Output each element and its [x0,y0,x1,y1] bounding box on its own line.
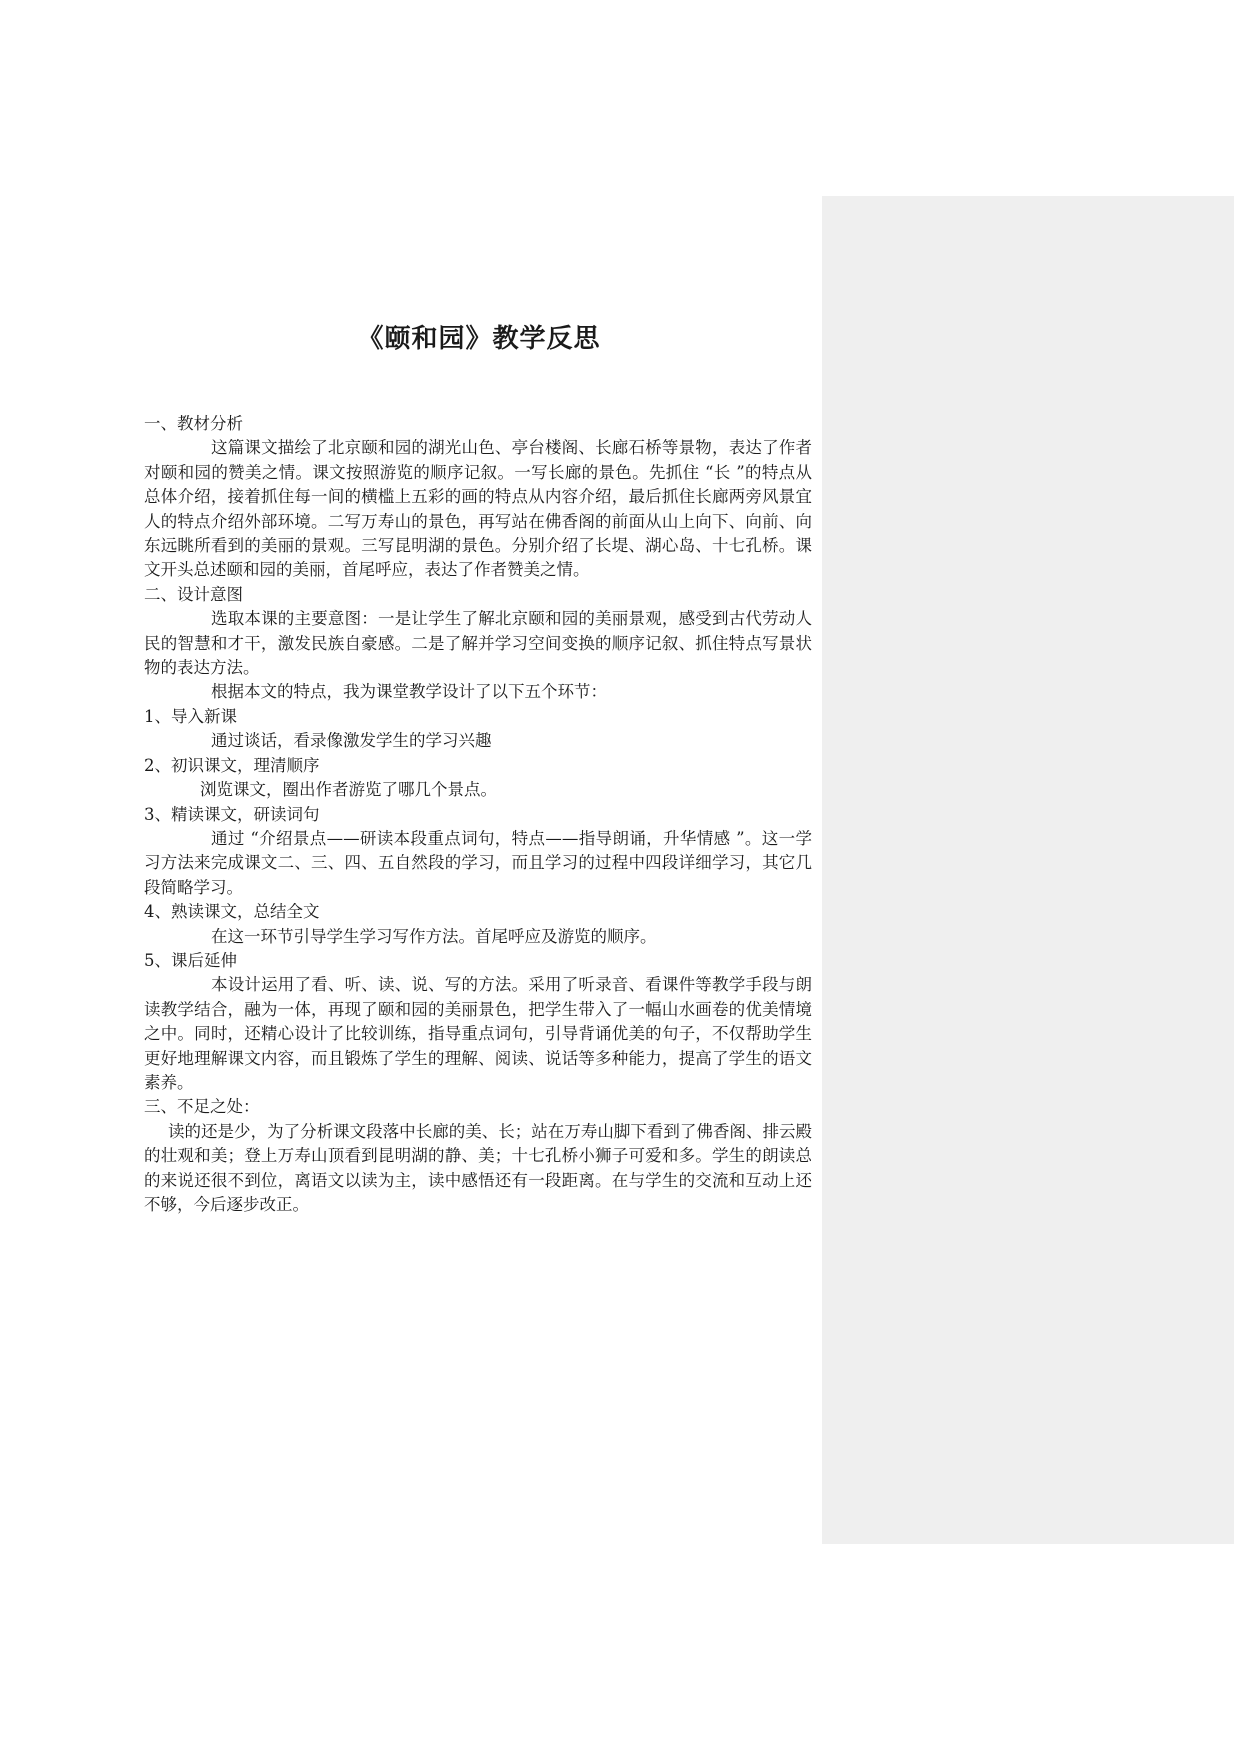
step-text-5: 本设计运用了看、听、读、说、写的方法。采用了听录音、看课件等教学手段与朗读教学结合，融为一体，再现了颐和园的美丽景色，把学生带入了一幅山水画卷的优美情境之中。同时，还精心设计了比较训练，指导重点词句，引导背诵优美的句子，不仅帮助学生更好地理解课文内容，而且锻炼了学生的理解、阅读、说话等多种能力，提高了学生的语文素养。 [144,975,812,1092]
step-text-1: 通过谈话，看录像激发学生的学习兴趣 [211,731,492,751]
paragraph-design-intent: 选取本课的主要意图：一是让学生了解北京颐和园的美丽景观，感受到古代劳动人民的智慧和才干，激发民族自豪感。二是了解并学习空间变换的顺序记叙、抓住特点写景状物的表达方法。 [144,609,812,678]
step-heading-2: 2、初识课文，理清顺序 [144,755,320,775]
section-heading-design: 二、设计意图 [144,584,243,604]
step-text-3: 通过 “介绍景点——研读本段重点词句，特点——指导朗诵，升华情感 ”。这一学习方法来完成课文二、三、四、五自然段的学习，而且学习的过程中四段详细学习，其它几段简略学习。 [144,828,812,897]
paragraph-design-steps: 根据本文的特点，我为课堂教学设计了以下五个环节： [211,682,607,702]
document-title: 《颐和园》教学反思 [357,324,601,354]
document-body [144,412,812,1217]
section-heading-shortcomings: 三、不足之处： [144,1097,260,1117]
step-text-4: 在这一环节引导学生学习写作方法。首尾呼应及游览的顺序。 [211,926,657,946]
step-text-2: 浏览课文，圈出作者游览了哪几个景点。 [200,780,497,800]
paragraph-shortcomings: 读的还是少，为了分析课文段落中长廊的美、长；站在万寿山脚下看到了佛香阁、排云殿的壮观和美；登上万寿山顶看到昆明湖的静、美；十七孔桥小狮子可爱和多。学生的朗读总的来说还很不到位，离语文以读为主，读中感悟还有一段距离。在与学生的交流和互动上还不够，今后逐步改正。 [144,1121,812,1214]
step-heading-1: 1、导入新课 [144,706,237,726]
step-heading-5: 5、课后延伸 [144,950,237,970]
comment-margin-pane [822,196,1234,1544]
section-heading-analysis: 一、教材分析 [144,414,243,433]
step-heading-4: 4、熟读课文，总结全文 [144,902,320,922]
step-heading-3: 3、精读课文，研读词句 [144,804,320,824]
paragraph-analysis: 这篇课文描绘了北京颐和园的湖光山色、亭台楼阁、长廊石桥等景物，表达了作者对颐和园的赞美之情。课文按照游览的顺序记叙。一写长廊的景色。先抓住 “长 ”的特点从总体介绍，接着抓住每一间的横槛上五彩的画的特点从内容介绍，最后抓住长廊两旁风景宜人的特点介绍外部环境。二写万寿山的景色，再写站在佛香阁的前面从山上向下、向前、向东远眺所看到的美丽的景观。三写昆明湖的景色。分别介绍了长堤、湖心岛、十七孔桥。课文开头总述颐和园的美丽，首尾呼应，表达了作者赞美之情。 [144,438,812,580]
